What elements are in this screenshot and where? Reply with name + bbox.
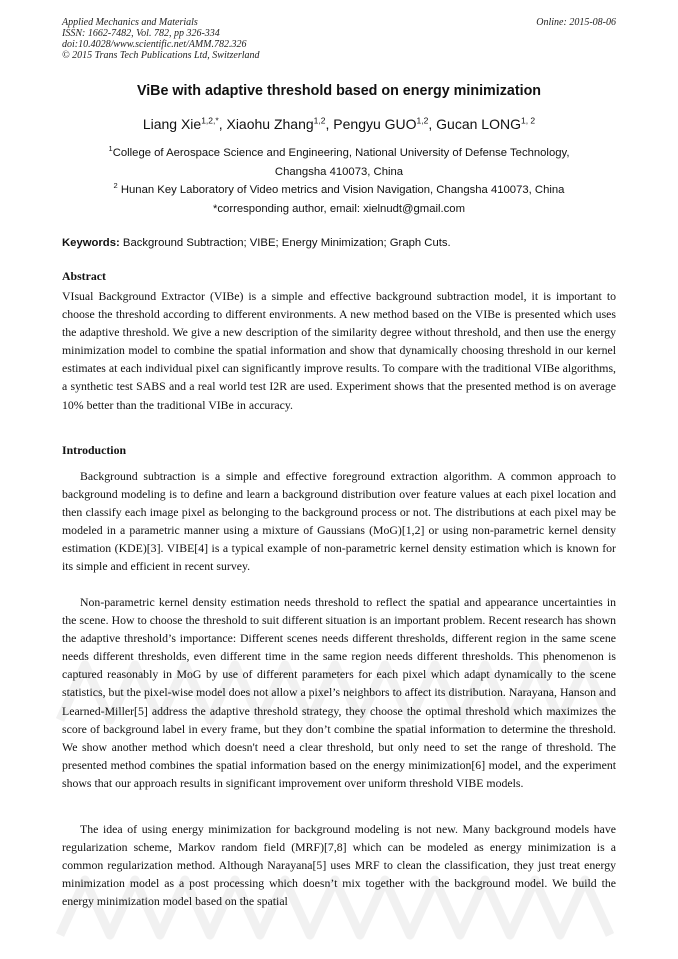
introduction-heading: Introduction (62, 443, 127, 457)
author-list (0, 116, 678, 132)
author-affil-sup: 1,2,* (201, 115, 219, 126)
keywords-text: Background Subtraction; VIBE; Energy Minimization; Graph Cuts. (119, 237, 451, 249)
affiliation-text: Hunan Key Laboratory of Video metrics and Vision Navigation, Changsha 410073, China (117, 184, 565, 196)
issn: ISSN: 1662-7482, Vol. 782, pp 326-334 (62, 28, 220, 39)
author-name: Gucan LONG (436, 116, 521, 132)
corresponding-author: *corresponding author, email: xielnudt@gmail.com (213, 203, 465, 215)
affiliation-sup: 1 (108, 144, 113, 154)
paper-title: ViBe with adaptive threshold based on energy minimization (136, 83, 542, 99)
intro-paragraph-1: Background subtraction is a simple and effective foreground extraction algorithm. A common approach to background modeling is to define and learn a background distribution over feature values at each pixel location and then classify each image pixel as belonging to the background process or not. The distributions at each pixel may be modeled in a parametric manner using a mixture of Gaussians (MoG)[1,2] or using non-parametric kernel density estimation (KDE)[3]. VIBE[4] is a typical example of non-parametric kernel density estimation which is known for its simple and efficient in recent survey. (62, 469, 616, 574)
author-separator: , (325, 116, 334, 132)
author-name: Liang Xie (142, 116, 202, 132)
keywords (62, 237, 616, 249)
intro-paragraph-3: The idea of using energy minimization for background modeling is not new. Many background models have regularization scheme, Markov random field (MRF)[7,8] which can be modeled as energy minimization is a common regularization method. Although Narayana[5] uses MRF to clean the classification, they just treat energy minimization model as a post processing which doesn’t mix together with the background model. We build the energy minimization model based on the spatial (62, 822, 616, 909)
author-name: Xiaohu Zhang (226, 116, 314, 132)
doi: doi:10.4028/www.scientific.net/AMM.782.326 (62, 39, 247, 50)
affiliation-text: College of Aerospace Science and Engineering, National University of Defense Technology, (112, 147, 570, 159)
affiliation-2 (0, 181, 678, 200)
author-affil-sup: 1, 2 (520, 115, 536, 126)
abstract-heading: Abstract (62, 269, 106, 283)
author-separator: , (428, 116, 437, 132)
journal-name: Applied Mechanics and Materials (62, 17, 198, 28)
author-affil-sup: 1,2 (416, 115, 429, 126)
affiliation-1 (0, 144, 678, 182)
intro-paragraph-2: Non-parametric kernel density estimation needs threshold to reflect the spatial and appearance uncertainties in the scene. How to choose the threshold to suit different situation is an important problem. Recent research has shown the adaptive threshold’s importance: Different scenes needs different thresholds, different region in the same scene needs different thresholds, even different time in the same region needs different thresholds. This phenomenon is captured reasonably in MoG by use of different parameters for each pixel which adapt dynamically to the scene statistics, but the pixel-wise model does not allow a pixel’s neighbors to affect its distribution. Narayana, Hanson and Learned-Miller[5] address the adaptive threshold strategy, they choose the optimal threshold which maximizes the score of background label in every frame, but they don’t combine the spatial information to determine the threshold. We show another method which doesn't need a clear threshold, but only need to set the range of threshold. The presented method combines the spatial information based on the energy minimization[6] model, and the experiment shows that our approach results in significant improvement over uniform threshold VIBE models. (62, 595, 616, 790)
author-affil-sup: 1,2 (313, 115, 326, 126)
author-separator: , (218, 116, 227, 132)
affiliation-text: Changsha 410073, China (274, 166, 404, 178)
abstract-text: VIsual Background Extractor (VIBe) is a simple and effective background subtraction model, it is important to choose the threshold according to different environments. A new method based on the VIBe is presented which uses the adaptive threshold. We give a new description of the similarity degree without threshold, and then use the energy minimization model to combine the spatial information and show that dynamically choosing threshold in our kernel estimates at each individual pixel can significantly improve results. To compare with the traditional VIBe algorithms, a synthetic test SABS and a real world test I2R are used. Experiment shows that the presented method is on average 10% better than the traditional VIBe in accuracy. (62, 289, 616, 412)
online-date: Online: 2015-08-06 (536, 17, 616, 28)
author-name: Pengyu GUO (333, 116, 417, 132)
keywords-label: Keywords: (62, 237, 120, 249)
copyright: © 2015 Trans Tech Publications Ltd, Switzerland (62, 50, 260, 61)
affiliation-sup: 2 (113, 181, 118, 191)
journal-header (62, 17, 616, 61)
